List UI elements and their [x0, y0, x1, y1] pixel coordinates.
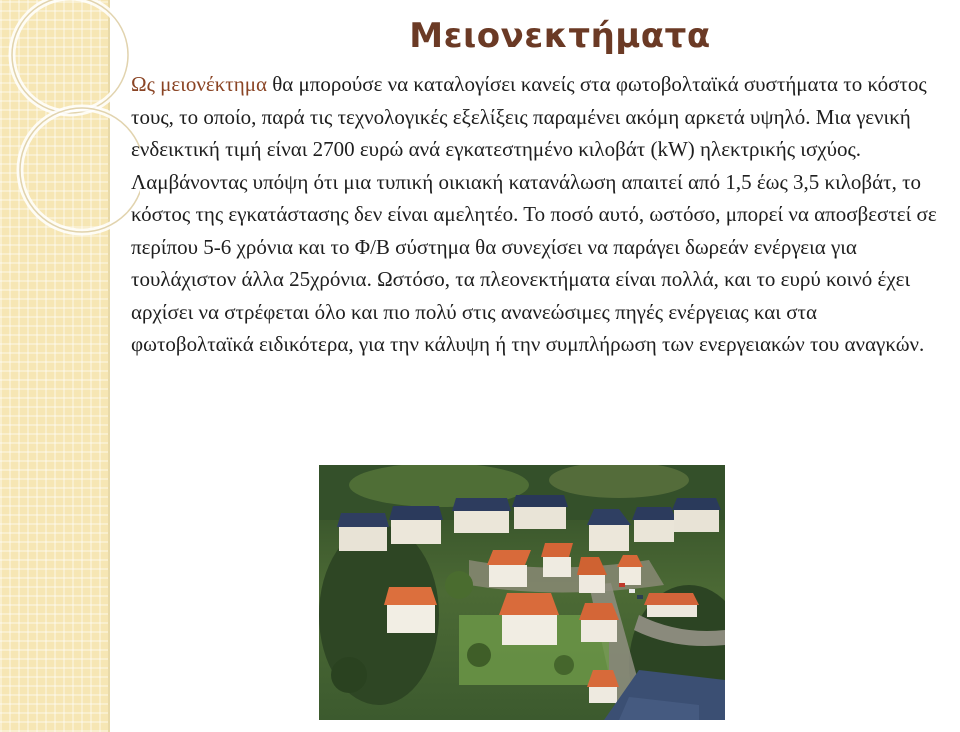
highlight-phrase: Ως μειονέκτημα	[131, 72, 267, 96]
decorative-rings	[0, 0, 140, 260]
body-paragraph	[131, 68, 943, 361]
paragraph-text: θα μπορούσε να καταλογίσει κανείς στα φωτοβολταϊκά συστήματα το κόστος τους, το οποίο, παρά τις τεχνολογικές εξελίξεις παραμένει ακόμη αρκετά υψηλό. Μια γενική ενδεικτική τιμή είναι 2700 ευρώ ανά εγκατεστημένο κιλοβάτ (kW) ηλεκτρικής ισχύος. Λαμβάνοντας υπόψη ότι μια τυπική οικιακή κατανάλωση απαιτεί από 1,5 έως 3,5 κιλοβάτ, το κόστος της εγκατάστασης δεν είναι αμελητέο. Το ποσό αυτό, ωστόσο, μπορεί να αποσβεστεί σε περίπου 5-6 χρόνια και το Φ/Β σύστημα θα συνεχίσει να παράγει δωρεάν ενέργεια για τουλάχιστον άλλα 25χρόνια. Ωστόσο, τα πλεονεκτήματα είναι πολλά, και το ευρύ κοινό έχει αρχίσει να στρέφεται όλο και πιο πολύ στις ανανεώσιμες πηγές ενέργειας και στα φωτοβολταϊκά ειδικότερα, για την κάλυψη ή την συμπλήρωση των ενεργειακών του αναγκών.	[131, 72, 937, 356]
aerial-photo-solar-houses	[319, 465, 725, 720]
slide-title: Μειονεκτήματα	[409, 16, 711, 56]
